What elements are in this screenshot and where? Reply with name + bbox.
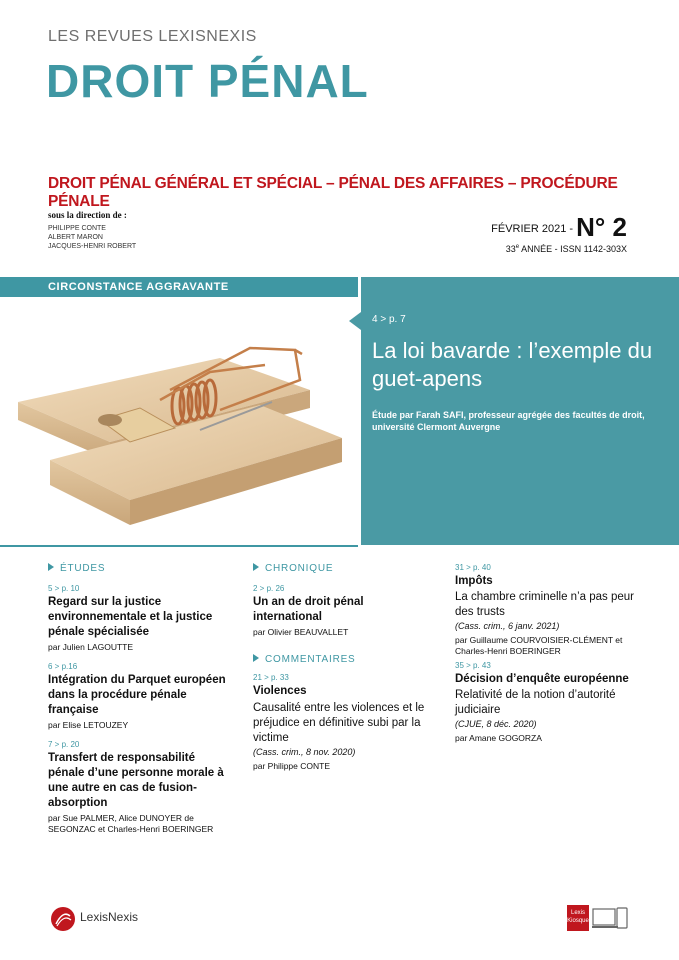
feature-author: Étude par Farah SAFI, professeur agrégée des facultés de droit, université Clermont Auvergne [372,410,645,432]
issue-number: N° 2 [576,212,627,242]
year-suffix: e [515,244,520,250]
year-number: 33 [505,244,516,254]
article[interactable] [48,584,228,653]
page-ref: 6 > p.16 [48,662,78,671]
page-ref: 21 > p. 33 [253,673,289,682]
article[interactable] [48,740,228,835]
article-author: par Amane GOGORZA [455,733,542,743]
article-author: par Guillaume COURVOISIER-CLÉMENT et Charles-Henri BOERINGER [455,635,623,656]
section-heading-etudes: ÉTUDES [48,563,228,574]
director: ALBERT MARON [48,234,103,241]
article[interactable] [48,662,228,731]
triangle-icon [253,563,259,571]
issue-date: FÉVRIER 2021 - [491,223,574,235]
feature-notch [349,312,361,330]
page-ref: 31 > p. 40 [455,563,491,572]
direction-label: sous la direction de : [48,210,127,220]
article-author: par Julien LAGOUTTE [48,642,134,652]
issn: ANNÉE - ISSN 1142-303X [519,244,627,254]
article[interactable] [455,563,635,657]
article-subtitle: Causalité entre les violences et le préjudice en définitive subi par la victime [253,702,425,744]
feature-category: CIRCONSTANCE AGGRAVANTE [0,277,358,297]
director: PHILIPPE CONTE [48,225,106,232]
feature-page-ref: 4 > p. 7 [372,314,406,325]
kiosque-badge: Lexis Kiosque [567,905,589,931]
publisher-logo-text: LexisNexis [80,910,139,924]
director: JACQUES-HENRI ROBERT [48,243,137,250]
article-title[interactable]: Intégration du Parquet européen dans la procédure pénale française [48,674,226,716]
photo-divider [0,545,358,547]
issue-info [491,212,627,243]
case-reference: (CJUE, 8 déc. 2020) [455,719,537,729]
triangle-icon [48,563,54,571]
article-author: par Olivier BEAUVALLET [253,627,349,637]
article-title[interactable]: Impôts [455,575,493,587]
triangle-icon [253,654,259,662]
article-title[interactable]: Violences [253,685,307,697]
article-subtitle: Relativité de la notion d’autorité judiciaire [455,689,616,716]
case-reference: (Cass. crim., 8 nov. 2020) [253,747,356,757]
journal-subtitle: DROIT PÉNAL GÉNÉRAL ET SPÉCIAL – PÉNAL DES AFFAIRES – PROCÉDURE PÉNALE [48,175,618,210]
article-author: par Elise LETOUZEY [48,720,129,730]
article-author: par Sue PALMER, Alice DUNOYER de SEGONZAC et Charles-Henri BOERINGER [48,813,214,834]
directors-list [48,224,136,251]
publisher-series: LES REVUES LEXISNEXIS [48,28,257,45]
article-title[interactable]: Regard sur la justice environnementale et la justice pénale spécialisée [48,596,213,638]
article[interactable] [253,584,428,638]
mousetrap-illustration [10,310,350,535]
section-heading-chronique: CHRONIQUE [253,563,428,574]
article-title[interactable]: Transfert de responsabilité pénale d’une personne morale à une autre en cas de fusion-absorption [48,752,224,809]
page-ref: 7 > p. 20 [48,740,80,749]
article-subtitle: La chambre criminelle n’a pas peur des trusts [455,591,634,618]
case-reference: (Cass. crim., 6 janv. 2021) [455,621,560,631]
column-etudes [48,563,228,835]
column-commentaires-2 [455,563,635,744]
article[interactable] [253,673,428,772]
journal-title: DROIT PÉNAL [46,55,369,107]
article[interactable] [455,661,635,744]
issue-year-issn [506,244,627,254]
column-chronique [253,563,428,772]
section-heading-commentaires: COMMENTAIRES [253,654,428,665]
article-author: par Philippe CONTE [253,761,331,771]
page-ref: 35 > p. 43 [455,661,491,670]
page-ref: 5 > p. 10 [48,584,80,593]
article-title[interactable]: Un an de droit pénal international [253,596,364,623]
devices-icon [592,906,630,932]
feature-title[interactable]: La loi bavarde : l’exemple du guet-apens [372,338,653,391]
page-ref: 2 > p. 26 [253,584,285,593]
article-title[interactable]: Décision d’enquête européenne [455,673,629,685]
lexisnexis-logo-icon [50,906,76,932]
